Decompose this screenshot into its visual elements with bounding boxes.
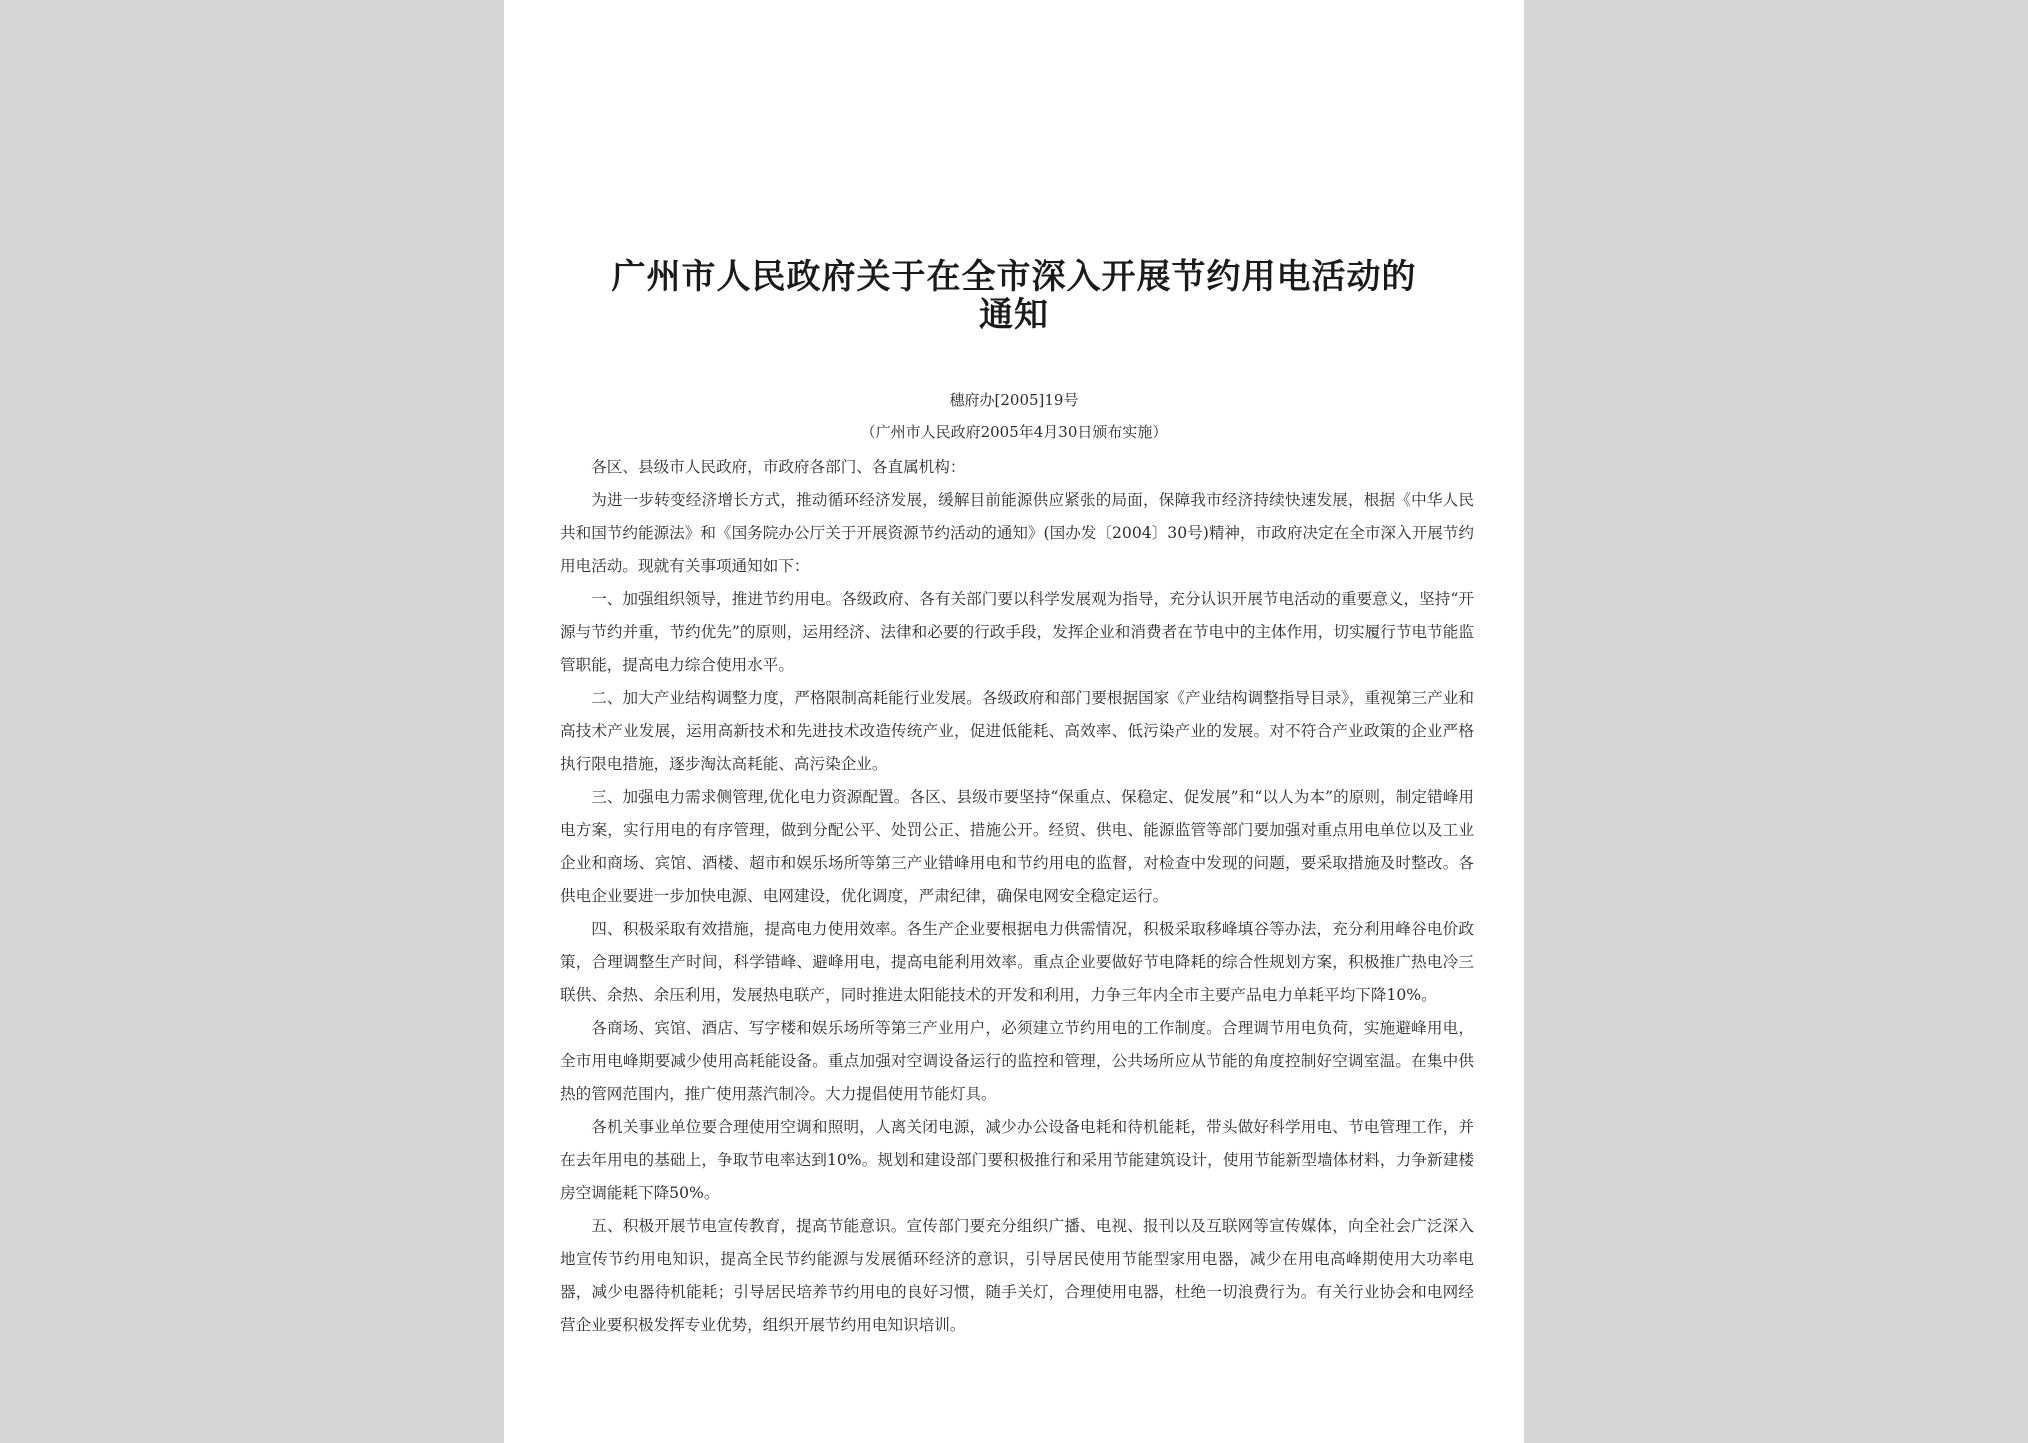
- paragraph-5: 五、积极开展节电宣传教育，提高节能意识。宣传部门要充分组织广播、电视、报刊以及互联网等宣传媒体，向全社会广泛深入地宣传节约用电知识，提高全民节约能源与发展循环经济的意识，引导居民使用节能型家用电器，减少在用电高峰期使用大功率电器，减少电器待机能耗；引导居民培养节约用电的良好习惯，随手关灯，合理使用电器，杜绝一切浪费行为。有关行业协会和电网经营企业要积极发挥专业优势，组织开展节约用电知识培训。: [560, 1217, 1474, 1334]
- document-body: [560, 451, 1474, 1342]
- title-line-2: 通知: [979, 295, 1049, 335]
- paragraph-intro: 为进一步转变经济增长方式，推动循环经济发展，缓解目前能源供应紧张的局面，保障我市经济持续快速发展，根据《中华人民共和国节约能源法》和《国务院办公厅关于开展资源节约活动的通知》(国办发〔2004〕30号)精神，市政府决定在全市深入开展节约用电活动。现就有关事项通知如下：: [560, 491, 1474, 575]
- document-number: 穗府办[2005]19号: [949, 391, 1079, 409]
- salutation: 各区、县级市人民政府，市政府各部门、各直属机构：: [591, 458, 966, 476]
- issued-note: （广州市人民政府2005年4月30日颁布实施）: [860, 423, 1168, 441]
- paragraph-3: 三、加强电力需求侧管理,优化电力资源配置。各区、县级市要坚持“保重点、保稳定、促发展”和“以人为本”的原则，制定错峰用电方案，实行用电的有序管理，做到分配公平、处罚公正、措施公开。经贸、供电、能源监管等部门要加强对重点用电单位以及工业企业和商场、宾馆、酒楼、超市和娱乐场所等第三产业错峰用电和节约用电的监督，对检查中发现的问题，要采取措施及时整改。各供电企业要进一步加快电源、电网建设，优化调度，严肃纪律，确保电网安全稳定运行。: [560, 788, 1474, 905]
- document-title: [584, 258, 1444, 334]
- title-line-1: 广州市人民政府关于在全市深入开展节约用电活动的: [611, 257, 1417, 297]
- paragraph-4-institutions: 各机关事业单位要合理使用空调和照明，人离关闭电源，减少办公设备电耗和待机能耗，带头做好科学用电、节电管理工作，并在去年用电的基础上，争取节电率达到10%。规划和建设部门要积极推行和采用节能建筑设计，使用节能新型墙体材料，力争新建楼房空调能耗下降50%。: [560, 1118, 1474, 1202]
- document-page: [504, 0, 1524, 1443]
- paragraph-4-commercial: 各商场、宾馆、酒店、写字楼和娱乐场所等第三产业用户，必须建立节约用电的工作制度。合理调节用电负荷，实施避峰用电，全市用电峰期要减少使用高耗能设备。重点加强对空调设备运行的监控和管理，公共场所应从节能的角度控制好空调室温。在集中供热的管网范围内，推广使用蒸汽制冷。大力提倡使用节能灯具。: [560, 1019, 1474, 1103]
- paragraph-2: 二、加大产业结构调整力度，严格限制高耗能行业发展。各级政府和部门要根据国家《产业结构调整指导目录》，重视第三产业和高技术产业发展，运用高新技术和先进技术改造传统产业，促进低能耗、高效率、低污染产业的发展。对不符合产业政策的企业严格执行限电措施，逐步淘汰高耗能、高污染企业。: [560, 689, 1474, 773]
- paragraph-4: 四、积极采取有效措施，提高电力使用效率。各生产企业要根据电力供需情况，积极采取移峰填谷等办法，充分利用峰谷电价政策，合理调整生产时间，科学错峰、避峰用电，提高电能利用效率。重点企业要做好节电降耗的综合性规划方案，积极推广热电冷三联供、余热、余压利用，发展热电联产，同时推进太阳能技术的开发和利用，力争三年内全市主要产品电力单耗平均下降10%。: [560, 920, 1474, 1004]
- paragraph-1: 一、加强组织领导，推进节约用电。各级政府、各有关部门要以科学发展观为指导，充分认识开展节电活动的重要意义，坚持“开源与节约并重，节约优先”的原则，运用经济、法律和必要的行政手段，发挥企业和消费者在节电中的主体作用，切实履行节电节能监管职能，提高电力综合使用水平。: [560, 590, 1474, 674]
